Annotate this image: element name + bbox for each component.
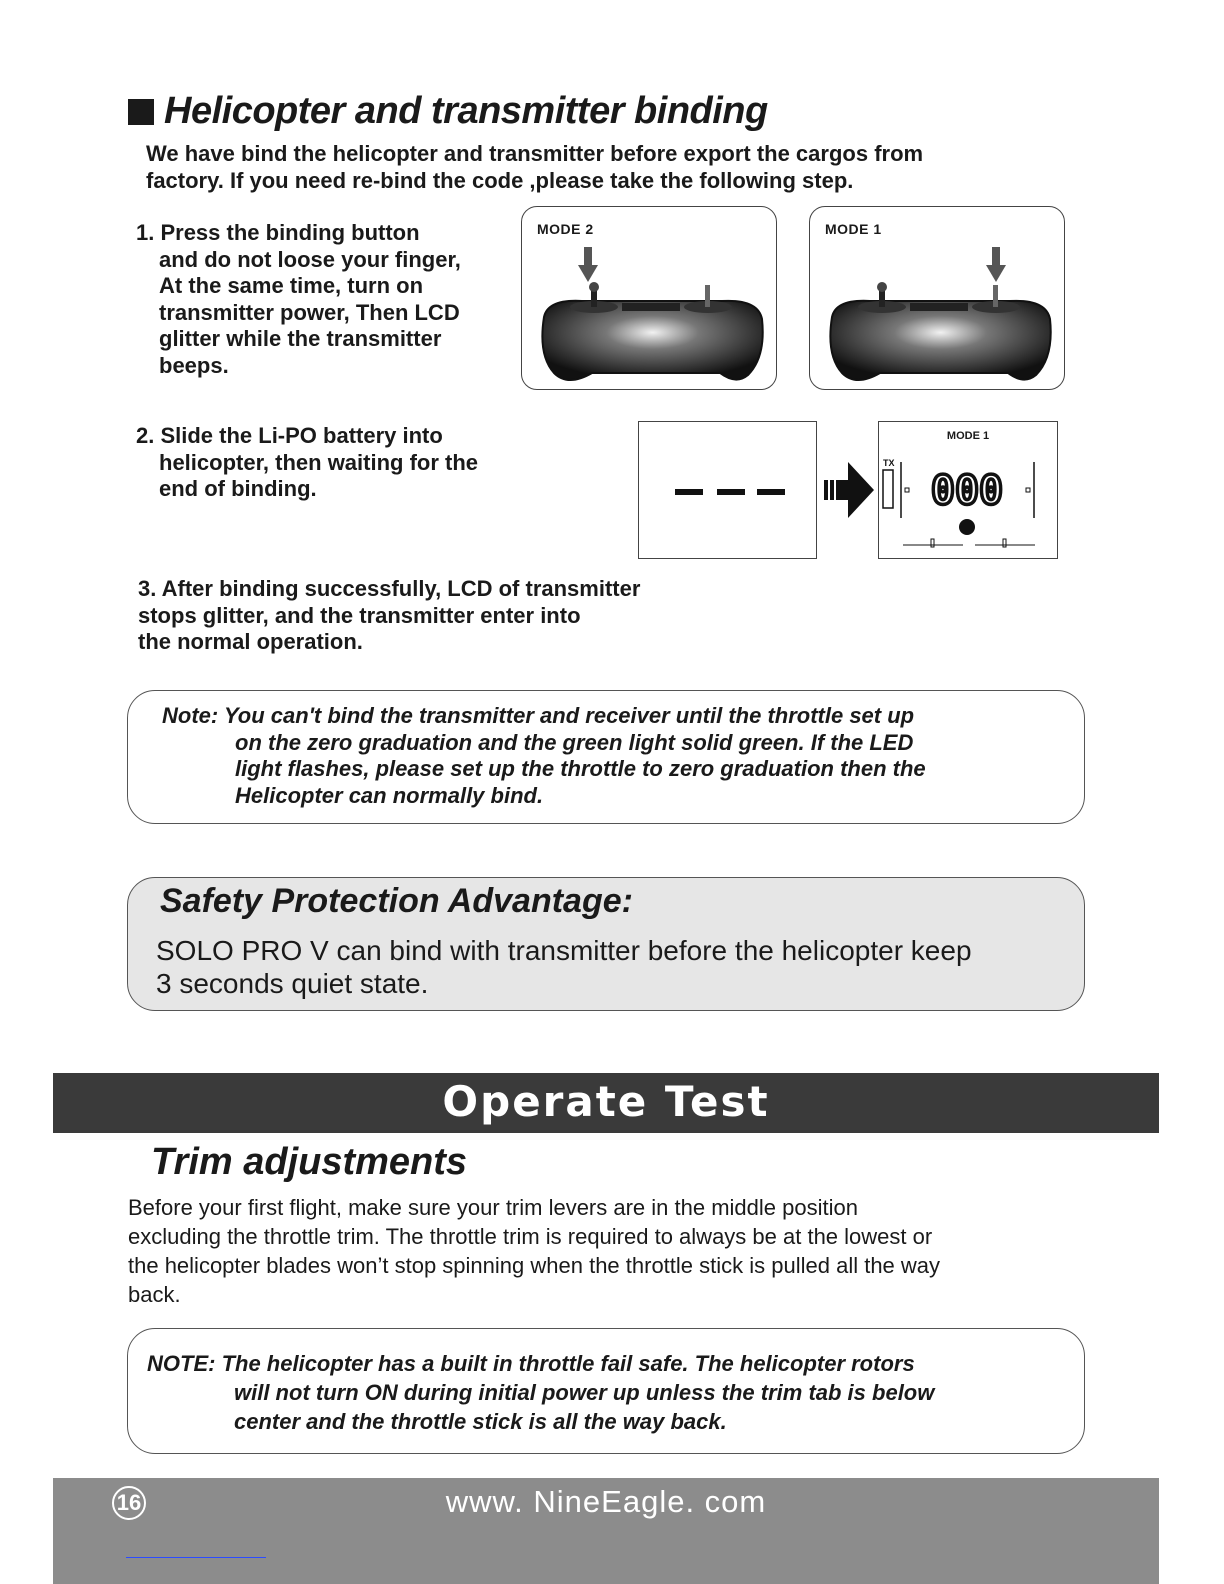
step-line: transmitter power, Then LCD bbox=[159, 299, 460, 325]
step-line: 2. Slide the Li-PO battery into bbox=[136, 423, 443, 448]
note-prefix: NOTE: bbox=[147, 1351, 216, 1376]
step-line: beeps. bbox=[159, 352, 229, 378]
step-line: 3. After binding successfully, LCD of transmitter bbox=[138, 576, 641, 601]
lcd-dashes bbox=[639, 422, 816, 558]
note-line: Helicopter can normally bind. bbox=[235, 782, 544, 808]
section-bullet-square bbox=[128, 99, 154, 125]
banner-title: Operate Test bbox=[442, 1077, 770, 1126]
operate-test-banner bbox=[53, 1073, 1159, 1133]
trim-body bbox=[128, 1193, 940, 1309]
lcd-graphics bbox=[879, 422, 1057, 558]
trim-note-text bbox=[147, 1349, 934, 1436]
step-line: helicopter, then waiting for the bbox=[159, 449, 479, 475]
page-footer bbox=[53, 1478, 1159, 1584]
trim-line: back. bbox=[128, 1282, 181, 1307]
lcd-tx-label: TX bbox=[883, 458, 895, 468]
note-line: will not turn ON during initial power up unless the trim tab is below bbox=[234, 1380, 935, 1405]
lcd-mode-label: MODE 1 bbox=[946, 430, 990, 442]
note-line: light flashes, please set up the throttle to zero graduation then the bbox=[235, 756, 926, 781]
step-line: glitter while the transmitter bbox=[159, 326, 442, 351]
binding-note-box bbox=[127, 690, 1085, 824]
step-line: At the same time, turn on bbox=[159, 273, 424, 298]
step-3 bbox=[138, 576, 640, 656]
safety-body bbox=[156, 934, 972, 1000]
intro-line: We have bind the helicopter and transmitter before export the cargos from bbox=[146, 141, 924, 166]
note-line: on the zero graduation and the green light solid green. If the LED bbox=[235, 729, 914, 755]
binding-note-text bbox=[162, 703, 926, 809]
transmitter-image-mode2 bbox=[521, 206, 777, 390]
section-title-binding: Helicopter and transmitter binding bbox=[164, 90, 768, 132]
note-line: center and the throttle stick is all the way back. bbox=[234, 1409, 727, 1434]
step-2 bbox=[136, 423, 478, 503]
trim-line: excluding the throttle trim. The throttle trim is required to always be at the lowest or bbox=[128, 1224, 933, 1249]
note-prefix: Note: bbox=[162, 703, 219, 728]
step-1 bbox=[136, 220, 461, 379]
step-line: the normal operation. bbox=[138, 629, 363, 654]
lcd-normal-display bbox=[878, 421, 1058, 559]
transmitter-image-mode1 bbox=[809, 206, 1065, 390]
step-line: end of binding. bbox=[159, 476, 317, 501]
binding-intro bbox=[146, 140, 1046, 194]
mode-2-label: MODE 2 bbox=[537, 221, 594, 237]
arrow-right-icon bbox=[822, 460, 876, 520]
safety-line: SOLO PRO V can bind with transmitter before the helicopter keep bbox=[156, 935, 972, 966]
trim-note-box bbox=[127, 1328, 1085, 1454]
safety-line: 3 seconds quiet state. bbox=[156, 968, 429, 999]
safety-title: Safety Protection Advantage: bbox=[160, 882, 633, 920]
step-line: stops glitter, and the transmitter enter into bbox=[138, 602, 581, 628]
trim-line: the helicopter blades won’t stop spinning when the throttle stick is pulled all the way bbox=[128, 1253, 941, 1278]
trim-title: Trim adjustments bbox=[151, 1141, 468, 1183]
lcd-binding-display bbox=[638, 421, 817, 559]
footer-website[interactable]: www. NineEagle. com bbox=[445, 1484, 767, 1519]
lcd-digits: 000 bbox=[930, 468, 1004, 514]
note-line: You can't bind the transmitter and receiver until the throttle set up bbox=[223, 703, 915, 728]
link-underline bbox=[126, 1557, 266, 1558]
mode-1-label: MODE 1 bbox=[825, 221, 882, 237]
trim-line: Before your first flight, make sure your trim levers are in the middle position bbox=[128, 1195, 858, 1220]
note-line: The helicopter has a built in throttle fail safe. The helicopter rotors bbox=[221, 1351, 915, 1376]
safety-protection-box bbox=[127, 877, 1085, 1011]
step-line: and do not loose your finger, bbox=[159, 246, 461, 272]
intro-line: factory. If you need re-bind the code ,please take the following step. bbox=[146, 168, 854, 193]
page-number: 16 bbox=[112, 1486, 146, 1520]
step-line: 1. Press the binding button bbox=[136, 220, 420, 245]
